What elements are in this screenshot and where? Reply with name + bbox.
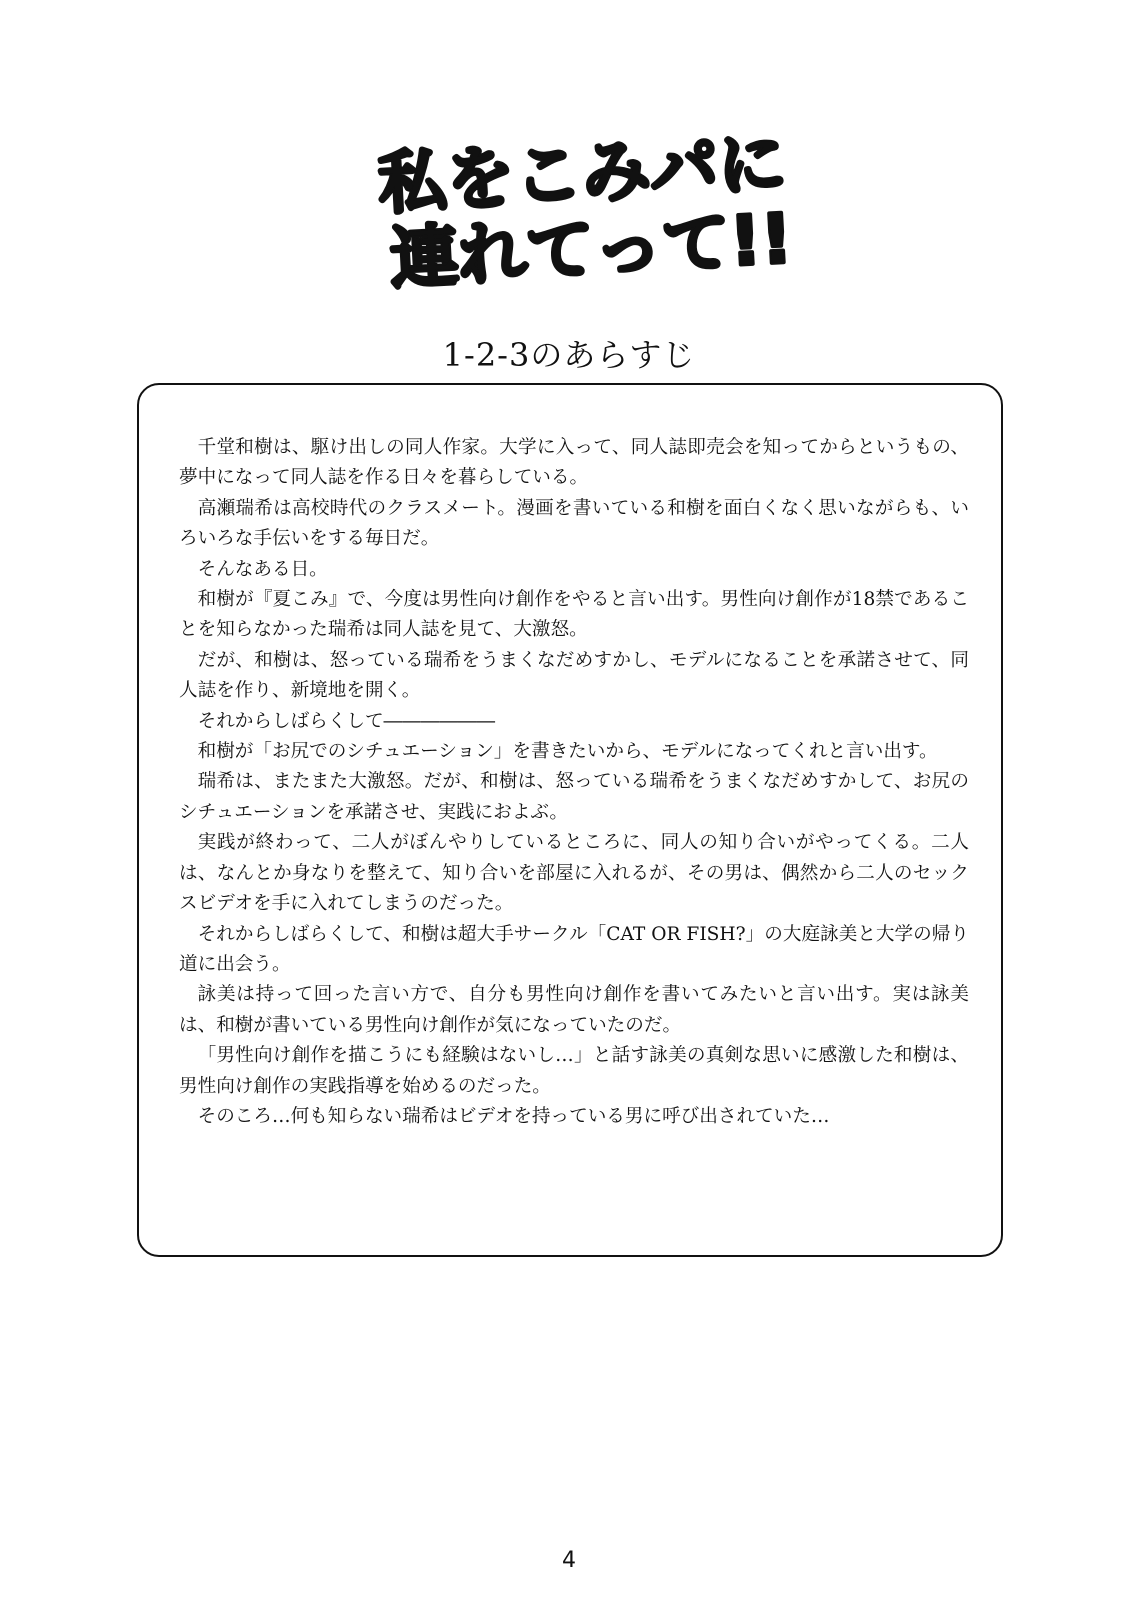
title-logo-line2-outline: 連れてって!! [388, 199, 795, 300]
title-logo-art [358, 124, 795, 300]
synopsis-paragraph: 和樹が『夏こみ』で、今度は男性向け創作をやると言い出す。男性向け創作が18禁であることを知らなかった瑞希は同人誌を見て、大激怒。 [179, 589, 969, 641]
synopsis-paragraph: 瑞希は、またまた大激怒。だが、和樹は、怒っている瑞希をうまくなだめすかして、お尻のシチュエーションを承諾させ、実践におよぶ。 [179, 771, 969, 823]
synopsis-paragraph: そんなある日。 [197, 558, 328, 580]
synopsis-paragraph: 詠美は持って回った言い方で、自分も男性向け創作を書いてみたいと言い出す。実は詠美は、和樹が書いている男性向け創作が気になっていたのだ。 [179, 984, 969, 1036]
section-title: 1-2-3のあらすじ [442, 336, 696, 374]
synopsis-paragraph: それからしばらくして、和樹は超大手サークル「CAT OR FISH?」の大庭詠美と大学の帰り道に出会う。 [179, 923, 969, 975]
synopsis-box [137, 383, 1003, 1257]
title-logo [358, 124, 795, 300]
title-logo-line1-outline: 私をこみパに [376, 124, 789, 225]
synopsis-paragraph: 和樹が「お尻でのシチュエーション」を書きたいから、モデルになってくれと言い出す。 [197, 741, 938, 763]
synopsis-paragraph: 高瀬瑞希は高校時代のクラスメート。漫画を書いている和樹を面白くなく思いながらも、いろいろな手伝いをする毎日だ。 [179, 497, 969, 550]
synopsis-body [179, 433, 969, 1132]
synopsis-paragraph: 実践が終わって、二人がぼんやりしているところに、同人の知り合いがやってくる。二人は、なんとか身なりを整えて、知り合いを部屋に入れるが、その男は、偶然から二人のセックスビデオを手に入れてしまうのだった。 [179, 832, 969, 915]
synopsis-paragraph: 「男性向け創作を描こうにも経験はないし…」と話す詠美の真剣な思いに感激した和樹は、男性向け創作の実践指導を始めるのだった。 [179, 1045, 969, 1097]
synopsis-paragraph: だが、和樹は、怒っている瑞希をうまくなだめすかし、モデルになることを承諾させて、同人誌を作り、新境地を開く。 [179, 649, 969, 702]
synopsis-paragraph: 千堂和樹は、駆け出しの同人作家。大学に入って、同人誌即売会を知ってからというもの、夢中になって同人誌を作る日々を暮らしている。 [179, 437, 969, 489]
page-number: 4 [562, 1548, 576, 1573]
synopsis-paragraph: それからしばらくして―――――― [197, 710, 496, 732]
synopsis-paragraph: そのころ…何も知らない瑞希はビデオを持っている男に呼び出されていた… [197, 1105, 830, 1127]
